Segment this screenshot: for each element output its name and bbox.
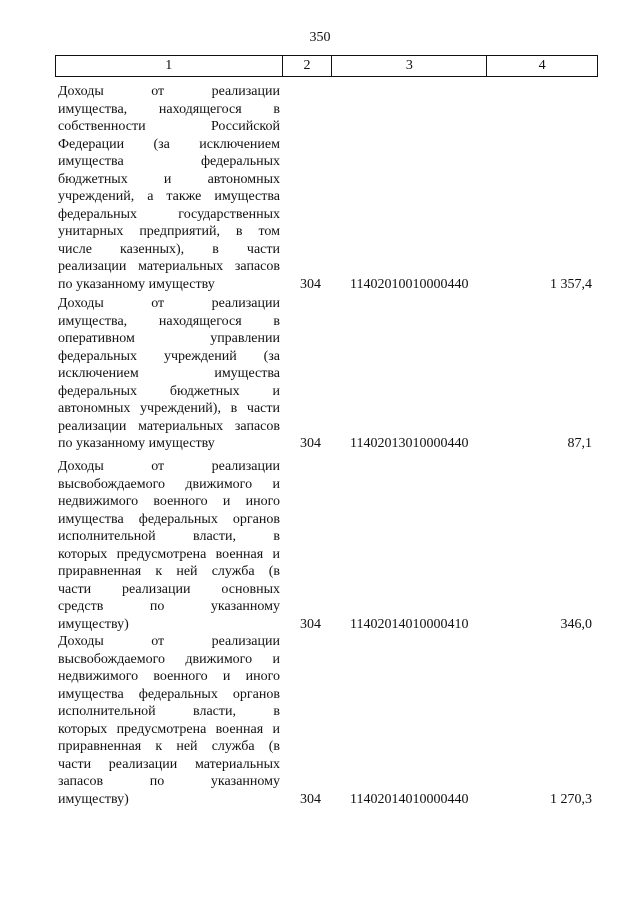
description-line: федеральных бюджетных и <box>58 383 280 399</box>
table-row <box>0 633 640 808</box>
header-col-2: 2 <box>283 56 333 76</box>
table-row <box>0 458 640 633</box>
description-line: собственности Российской <box>58 119 280 134</box>
description-line: Доходы от реализации <box>58 459 280 474</box>
row-budget-code: 11402013010000440 <box>350 436 469 451</box>
description-line: которых предусмотрена военная и <box>58 721 280 737</box>
table-row <box>0 83 640 293</box>
description-line: автономных учреждений), в части <box>58 401 280 416</box>
row-description <box>58 633 280 808</box>
row-budget-code: 11402014010000410 <box>350 616 469 632</box>
header-col-4: 4 <box>538 58 546 73</box>
row-chapter-code: 304 <box>300 616 321 632</box>
description-line: Доходы от реализации <box>58 634 280 649</box>
table-header-row <box>55 55 598 77</box>
description-line: федеральных государственных <box>58 206 280 222</box>
row-description <box>58 83 280 293</box>
description-line: исполнительной власти, в <box>58 704 280 719</box>
header-col-3: 3 <box>332 56 487 76</box>
description-line: средств по указанному <box>58 599 280 614</box>
description-line: имуществу) <box>58 791 129 807</box>
row-description <box>58 458 280 633</box>
row-amount: 1 270,3 <box>550 791 592 807</box>
description-line: реализации материальных запасов <box>58 418 280 434</box>
description-line: унитарных предприятий, в том <box>58 224 280 239</box>
description-line: Доходы от реализации <box>58 84 280 99</box>
description-line: исполнительной власти, в <box>58 529 280 544</box>
description-line: части реализации материальных <box>58 756 280 772</box>
description-line: имуществу) <box>58 616 129 632</box>
description-line: имущества федеральных <box>58 154 280 169</box>
description-line: бюджетных и автономных <box>58 171 280 187</box>
row-chapter-code: 304 <box>300 436 321 451</box>
row-budget-code: 11402014010000440 <box>350 791 469 807</box>
row-amount: 346,0 <box>560 616 592 632</box>
header-col-1: 1 <box>56 56 283 76</box>
description-line: федеральных учреждений (за <box>58 348 280 364</box>
description-line: имущества федеральных органов <box>58 686 280 702</box>
description-line: оперативном управлении <box>58 331 280 346</box>
row-description <box>58 295 280 453</box>
description-line: высвобождаемого движимого и <box>58 476 280 492</box>
row-chapter-code: 304 <box>300 276 321 292</box>
description-line: части реализации основных <box>58 581 280 597</box>
row-budget-code: 11402010010000440 <box>350 276 469 292</box>
row-amount: 1 357,4 <box>550 276 592 292</box>
row-chapter-code: 304 <box>300 791 321 807</box>
description-line: имущества, находящегося в <box>58 101 280 117</box>
description-line: высвобождаемого движимого и <box>58 651 280 667</box>
description-line: приравненная к ней служба (в <box>58 739 280 754</box>
description-line: исключением имущества <box>58 366 280 381</box>
description-line: Федерации (за исключением <box>58 136 280 152</box>
description-line: имущества, находящегося в <box>58 313 280 329</box>
description-line: недвижимого военного и иного <box>58 494 280 509</box>
description-line: приравненная к ней служба (в <box>58 564 280 579</box>
description-line: реализации материальных запасов <box>58 259 280 274</box>
description-line: имущества федеральных органов <box>58 511 280 527</box>
description-line: по указанному имуществу <box>58 276 215 292</box>
description-line: недвижимого военного и иного <box>58 669 280 684</box>
page-number: 350 <box>309 30 331 45</box>
description-line: по указанному имуществу <box>58 436 215 451</box>
description-line: которых предусмотрена военная и <box>58 546 280 562</box>
table-row <box>0 295 640 453</box>
row-amount: 87,1 <box>567 436 592 451</box>
description-line: Доходы от реализации <box>58 296 280 311</box>
description-line: запасов по указанному <box>58 774 280 789</box>
description-line: учреждений, а также имущества <box>58 189 280 204</box>
description-line: числе казенных), в части <box>58 241 280 257</box>
